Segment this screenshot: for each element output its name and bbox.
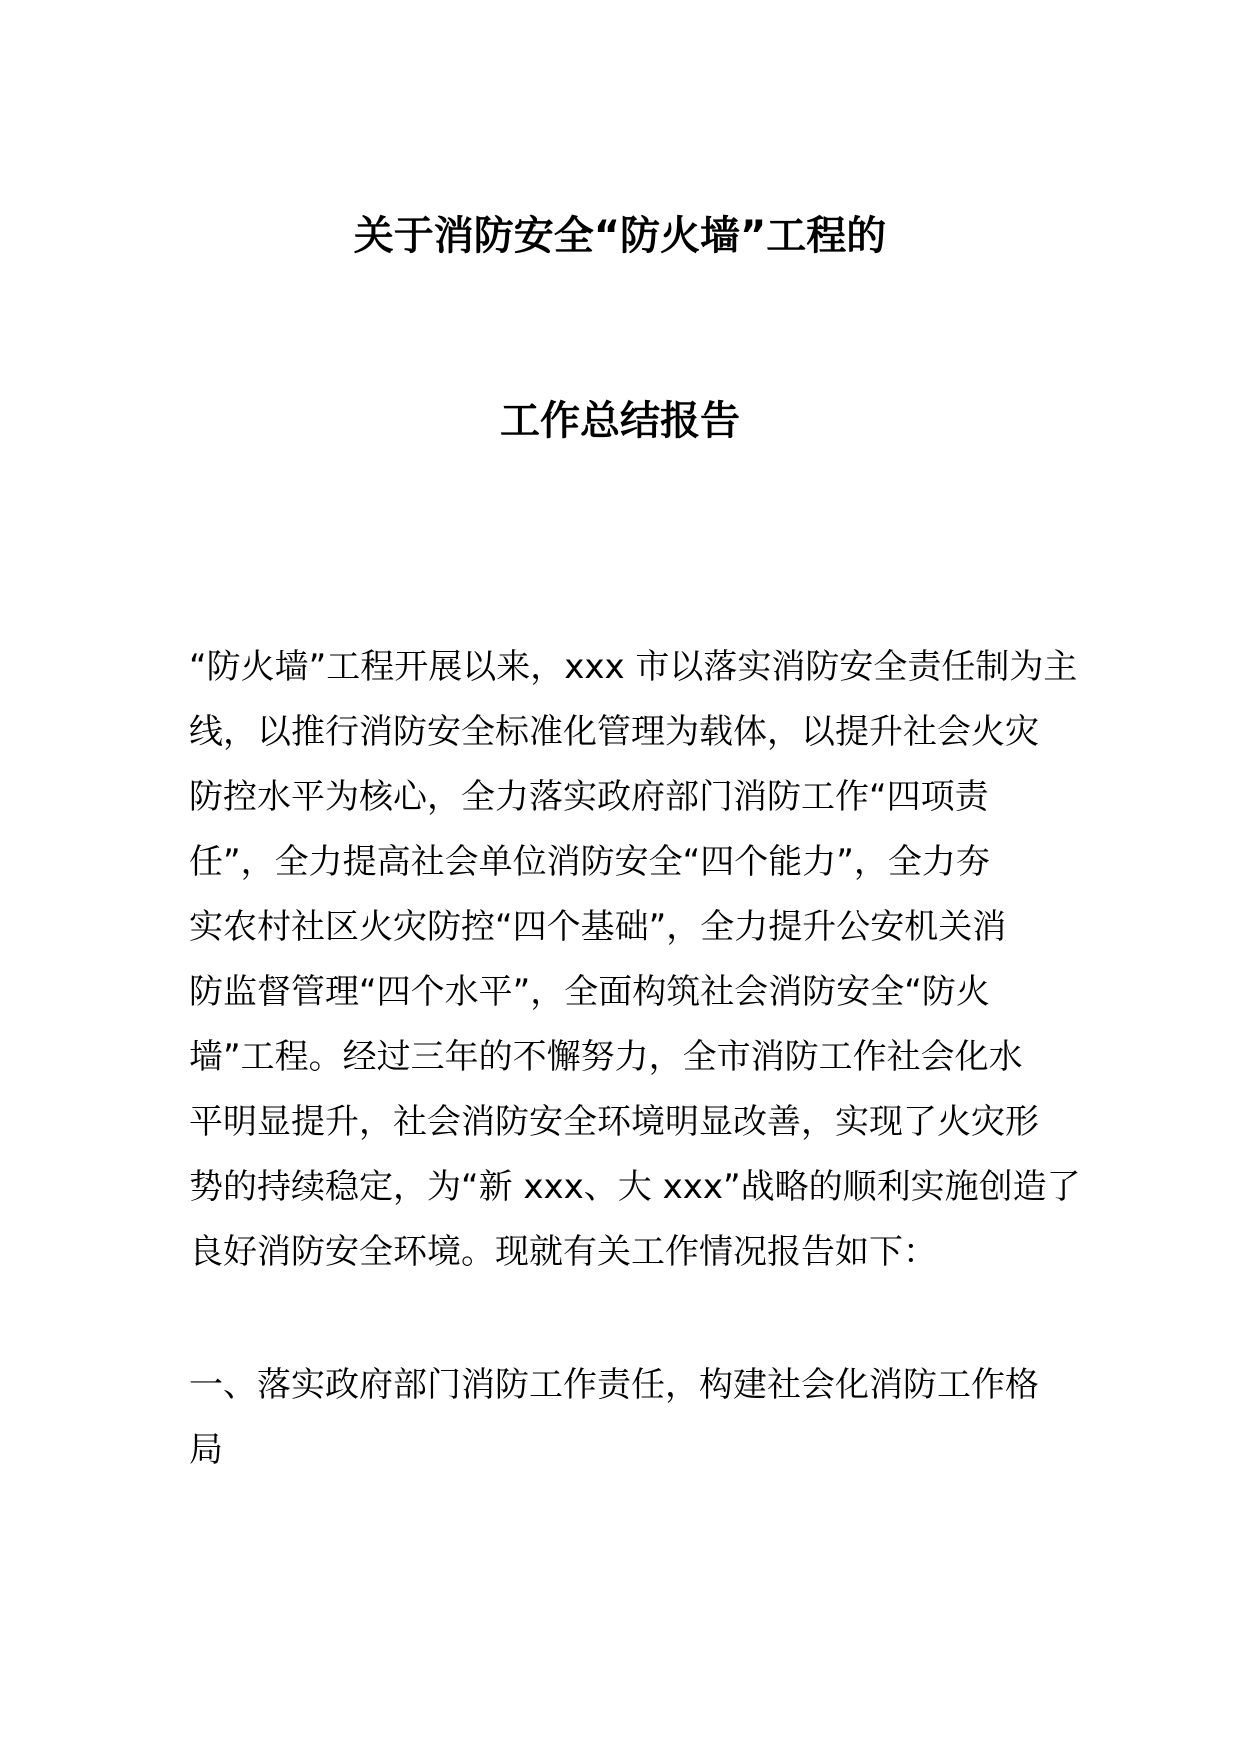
paragraph-line: 良好消防安全环境。现就有关工作情况报告如下：	[189, 1232, 937, 1272]
paragraph-line: 防控水平为核心，全力落实政府部门消防工作“四项责	[189, 777, 989, 817]
paragraph-line: 平明显提升，社会消防安全环境明显改善，实现了火灾形	[189, 1102, 1039, 1142]
paragraph-line: 势的持续稳定，为“新 xxx、大 xxx”战略的顺利实施创造了	[189, 1167, 1081, 1207]
paragraph-line: 线，以推行消防安全标准化管理为载体，以提升社会火灾	[189, 712, 1039, 752]
paragraph-line: 任”，全力提高社会单位消防安全“四个能力”，全力夯	[189, 842, 990, 882]
section-heading-line: 局	[189, 1430, 223, 1470]
section-heading-line: 一、落实政府部门消防工作责任，构建社会化消防工作格	[189, 1365, 1039, 1405]
paragraph-line: “防火墙”工程开展以来，xxx 市以落实消防安全责任制为主	[189, 647, 1078, 687]
document-title-line-2: 工作总结报告	[500, 398, 740, 444]
paragraph-line: 防监督管理“四个水平”，全面构筑社会消防安全“防火	[189, 972, 990, 1012]
document-title-line-1: 关于消防安全“防火墙”工程的	[353, 213, 887, 259]
paragraph-line: 墙”工程。经过三年的不懈努力，全市消防工作社会化水	[189, 1037, 1023, 1077]
paragraph-line: 实农村社区火灾防控“四个基础”，全力提升公安机关消	[189, 907, 1007, 947]
